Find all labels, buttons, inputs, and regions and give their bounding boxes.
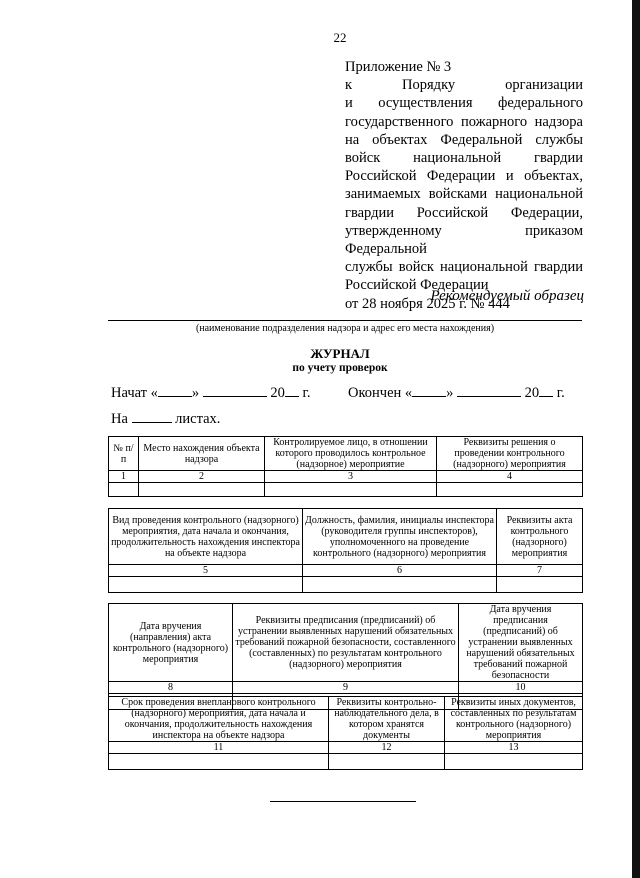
recommended-sample-label: Рекомендуемый образец	[430, 288, 584, 304]
column-number: 10	[459, 682, 583, 694]
appendix-line: Российской Федерации и объектах,	[345, 168, 583, 185]
appendix-line: Российской Федерации	[345, 277, 489, 294]
header-cell: Место нахождения объекта надзора	[139, 437, 265, 471]
column-number: 2	[139, 471, 265, 483]
empty-cell	[109, 483, 139, 497]
appendix-line: к Порядку организации	[345, 77, 583, 94]
table-row	[109, 577, 583, 593]
column-number: 13	[445, 742, 583, 754]
empty-cell	[109, 754, 329, 770]
scan-edge	[632, 0, 640, 878]
empty-cell	[437, 483, 583, 497]
column-number: 1	[109, 471, 139, 483]
table-row	[109, 483, 583, 497]
end-year-blank	[539, 384, 553, 397]
empty-cell	[329, 754, 445, 770]
column-number: 11	[109, 742, 329, 754]
header-cell: Вид проведения контрольного (надзорного) мероприятия, дата начала и окончания, продолжительность нахождения инспектора на объекте надзора	[109, 509, 303, 565]
appendix-line: занимаемых войсками национальной	[345, 186, 583, 203]
header-cell: Реквизиты предписания (предписаний) об устранении выявленных нарушений обязательных требований пожарной безопасности, составленного (составленных) по результатам контрольного (надзорного) мероприятия	[233, 604, 459, 682]
table-header-row	[109, 509, 583, 565]
on-label: На	[111, 411, 128, 427]
header-cell: Срок проведения внепланового контрольного (надзорного) мероприятия, дата начала и окончания, продолжительность нахождения инспектора на объекте надзора	[109, 697, 329, 742]
empty-cell	[303, 577, 497, 593]
started-line: Начат « » 20 г.	[111, 385, 311, 401]
journal-table-4	[108, 696, 583, 770]
appendix-line: от 28 ноября 2025 г. № 444	[345, 295, 510, 312]
table-header-row	[109, 437, 583, 471]
column-number: 4	[437, 471, 583, 483]
sheets-line	[111, 410, 220, 428]
header-cell: Контролируемое лицо, в отношении которого проводилось контрольное (надзорное) мероприятие	[265, 437, 437, 471]
started-label: Начат	[111, 385, 148, 401]
page-number: 22	[333, 30, 347, 45]
column-number: 5	[109, 565, 303, 577]
appendix-title: Приложение № 3	[345, 59, 452, 75]
column-number-row	[109, 565, 583, 577]
journal-table-3	[108, 603, 583, 710]
column-number: 6	[303, 565, 497, 577]
header-cell: Дата вручения (направления) акта контрольного (надзорного) мероприятия	[109, 604, 233, 682]
column-number-row	[109, 471, 583, 483]
column-number: 3	[265, 471, 437, 483]
journal-table-2	[108, 508, 583, 593]
column-number-row	[109, 682, 583, 694]
start-year-blank	[285, 384, 299, 397]
header-cell: Дата вручения предписания (предписаний) об устранении выявленных нарушений обязательных требований пожарной безопасности	[459, 604, 583, 682]
sheets-count-blank	[132, 410, 172, 423]
journal-title: ЖУРНАЛ	[310, 346, 370, 361]
appendix-line: службы войск национальной гвардии	[345, 259, 583, 276]
journal-subtitle: по учету проверок	[292, 362, 388, 374]
org-name-line	[108, 320, 582, 321]
empty-cell	[139, 483, 265, 497]
appendix-line: гвардии Российской Федерации,	[345, 204, 583, 221]
column-number: 8	[109, 682, 233, 694]
header-cell: Реквизиты контрольно-наблюдательного дела, в котором хранятся документы	[329, 697, 445, 742]
column-number: 7	[497, 565, 583, 577]
appendix-line: утвержденному приказом Федеральной	[345, 222, 583, 258]
column-number: 12	[329, 742, 445, 754]
org-name-caption: (наименование подразделения надзора и адрес его места нахождения)	[195, 323, 495, 334]
table-header-row	[109, 604, 583, 682]
column-number: 9	[233, 682, 459, 694]
ended-line: Окончен « » 20 г.	[348, 385, 565, 401]
empty-cell	[445, 754, 583, 770]
header-cell: Реквизиты решения о проведении контрольного (надзорного) мероприятия	[437, 437, 583, 471]
appendix-line: войск национальной гвардии	[345, 150, 583, 167]
table-header-row	[109, 697, 583, 742]
end-day-blank	[412, 384, 446, 397]
journal-table-1	[108, 436, 583, 497]
start-day-blank	[158, 384, 192, 397]
header-cell: Реквизиты иных документов, составленных по результатам контрольного (надзорного) мероприятия	[445, 697, 583, 742]
end-month-blank	[457, 384, 521, 397]
empty-cell	[497, 577, 583, 593]
appendix-line: государственного пожарного надзора	[345, 113, 583, 130]
appendix-line: на объектах Федеральной службы	[345, 131, 583, 148]
column-number-row	[109, 742, 583, 754]
appendix-line: и осуществления федерального	[345, 95, 583, 112]
header-cell: Реквизиты акта контрольного (надзорного) мероприятия	[497, 509, 583, 565]
appendix-block	[345, 58, 583, 313]
header-cell: Должность, фамилия, инициалы инспектора (руководителя группы инспекторов), уполномоченного на проведение контрольного (надзорного) мероприятия	[303, 509, 497, 565]
empty-cell	[265, 483, 437, 497]
ended-label: Окончен	[348, 385, 402, 401]
header-cell: № п/п	[109, 437, 139, 471]
sheets-label: листах.	[175, 411, 221, 427]
table-row	[109, 754, 583, 770]
empty-cell	[109, 577, 303, 593]
start-month-blank	[203, 384, 267, 397]
end-divider-line	[270, 801, 416, 802]
